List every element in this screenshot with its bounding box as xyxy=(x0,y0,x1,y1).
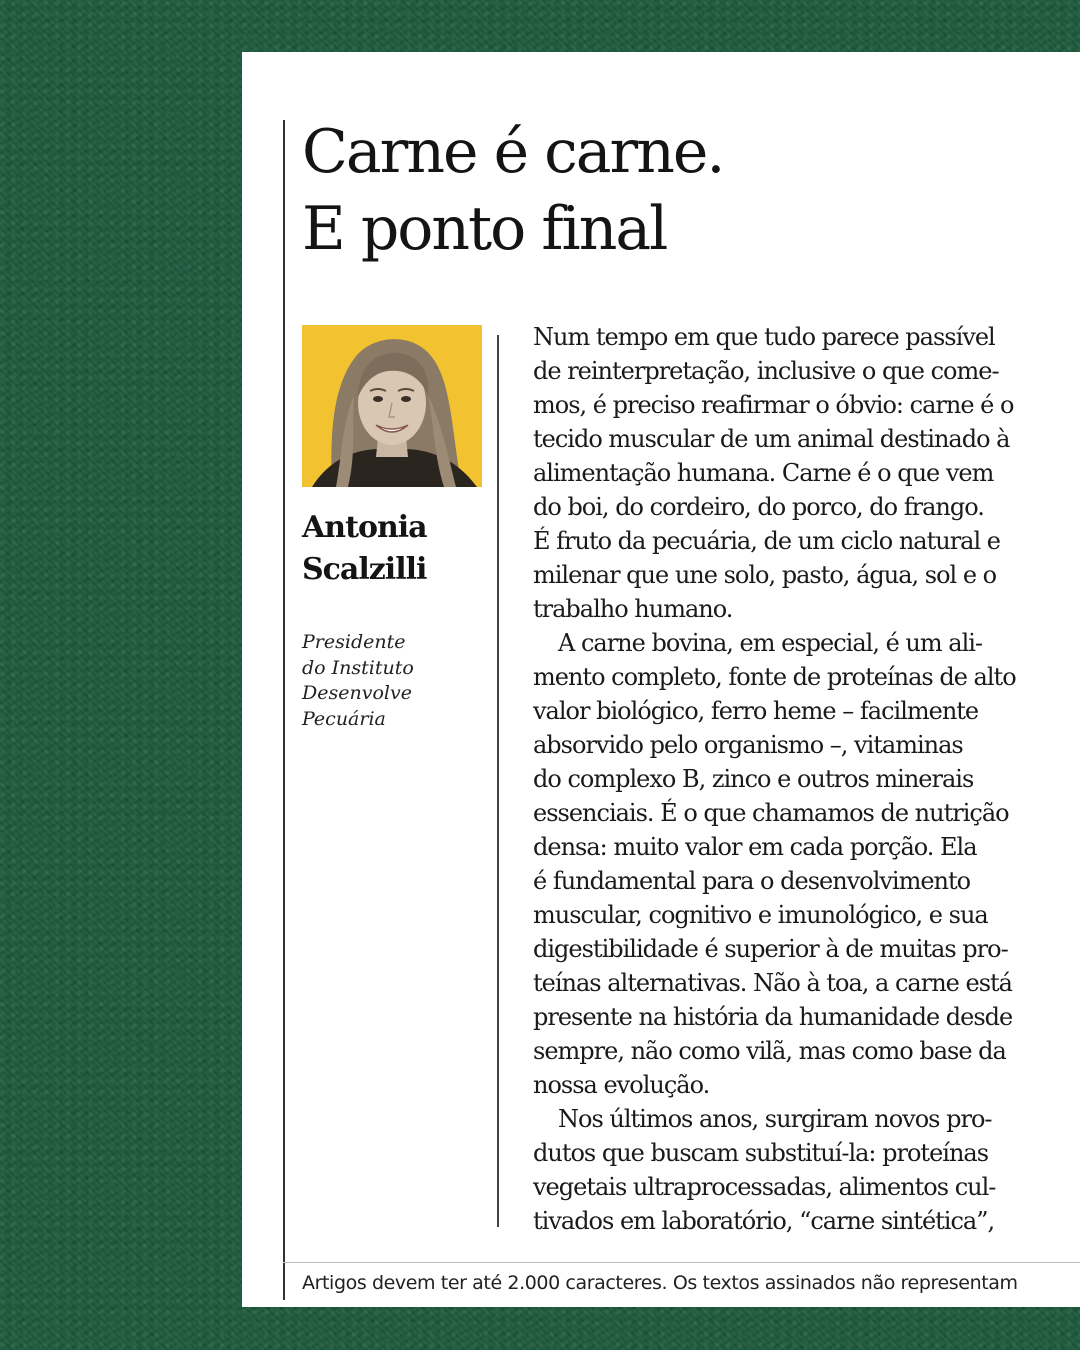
column-divider-rule xyxy=(497,335,499,1227)
body-line: trabalho humano. xyxy=(533,595,733,623)
body-line: Num tempo em que tudo parece passível xyxy=(533,323,995,351)
author-name xyxy=(302,507,427,591)
newspaper-clipping xyxy=(242,52,1080,1307)
body-line: É fruto da pecuária, de um ciclo natural e xyxy=(533,527,1000,555)
author-role-line-3: Desenvolve xyxy=(302,682,412,704)
author-role-line-2: do Instituto xyxy=(302,656,414,679)
headline-line-2: E ponto final xyxy=(302,194,667,264)
body-line: presente na história da humanidade desde xyxy=(533,1003,1013,1031)
headline-line-1: Carne é carne. xyxy=(302,117,724,187)
body-line: muscular, cognitivo e imunológico, e sua xyxy=(533,901,988,929)
body-line: A carne bovina, em especial, é um ali- xyxy=(558,629,983,657)
author-name-line-2: Scalzilli xyxy=(302,552,427,587)
body-line: nossa evolução. xyxy=(533,1071,710,1099)
author-role-line-1: Presidente xyxy=(302,631,406,653)
author-portrait xyxy=(302,325,482,487)
left-column-rule xyxy=(283,120,285,1300)
footer-note: Artigos devem ter até 2.000 caracteres. Os textos assinados não representam xyxy=(302,1272,1018,1294)
article-body xyxy=(533,320,1080,1238)
body-line: absorvido pelo organismo –, vitaminas xyxy=(533,731,963,759)
body-line: é fundamental para o desenvolvimento xyxy=(533,867,971,895)
body-line: do boi, do cordeiro, do porco, do frango. xyxy=(533,493,984,521)
body-line: Nos últimos anos, surgiram novos pro- xyxy=(558,1105,992,1133)
body-line: mento completo, fonte de proteínas de alto xyxy=(533,663,1016,691)
body-line: digestibilidade é superior à de muitas pro- xyxy=(533,935,1008,963)
body-line: densa: muito valor em cada porção. Ela xyxy=(533,833,977,861)
body-line: tecido muscular de um animal destinado à xyxy=(533,425,1010,453)
body-line: mos, é preciso reafirmar o óbvio: carne é o xyxy=(533,391,1014,419)
author-name-line-1: Antonia xyxy=(302,510,427,545)
author-role xyxy=(302,630,414,732)
body-line: milenar que une solo, pasto, água, sol e o xyxy=(533,561,997,589)
article-headline xyxy=(302,114,723,268)
body-line: do complexo B, zinco e outros minerais xyxy=(533,765,974,793)
author-role-line-4: Pecuária xyxy=(302,707,386,730)
body-line: alimentação humana. Carne é o que vem xyxy=(533,459,994,487)
body-line: teínas alternativas. Não à toa, a carne está xyxy=(533,969,1012,997)
body-line: valor biológico, ferro heme – facilmente xyxy=(533,697,979,725)
author-photo-icon xyxy=(302,325,482,487)
body-line: essenciais. É o que chamamos de nutrição xyxy=(533,799,1009,827)
body-line: vegetais ultraprocessadas, alimentos cul- xyxy=(533,1173,996,1201)
body-line: sempre, não como vilã, mas como base da xyxy=(533,1037,1006,1065)
body-line: de reinterpretação, inclusive o que come- xyxy=(533,357,999,385)
body-line: dutos que buscam substituí-la: proteínas xyxy=(533,1139,989,1167)
footer-rule xyxy=(283,1262,1080,1263)
body-line: tivados em laboratório, “carne sintética”, xyxy=(533,1207,995,1235)
